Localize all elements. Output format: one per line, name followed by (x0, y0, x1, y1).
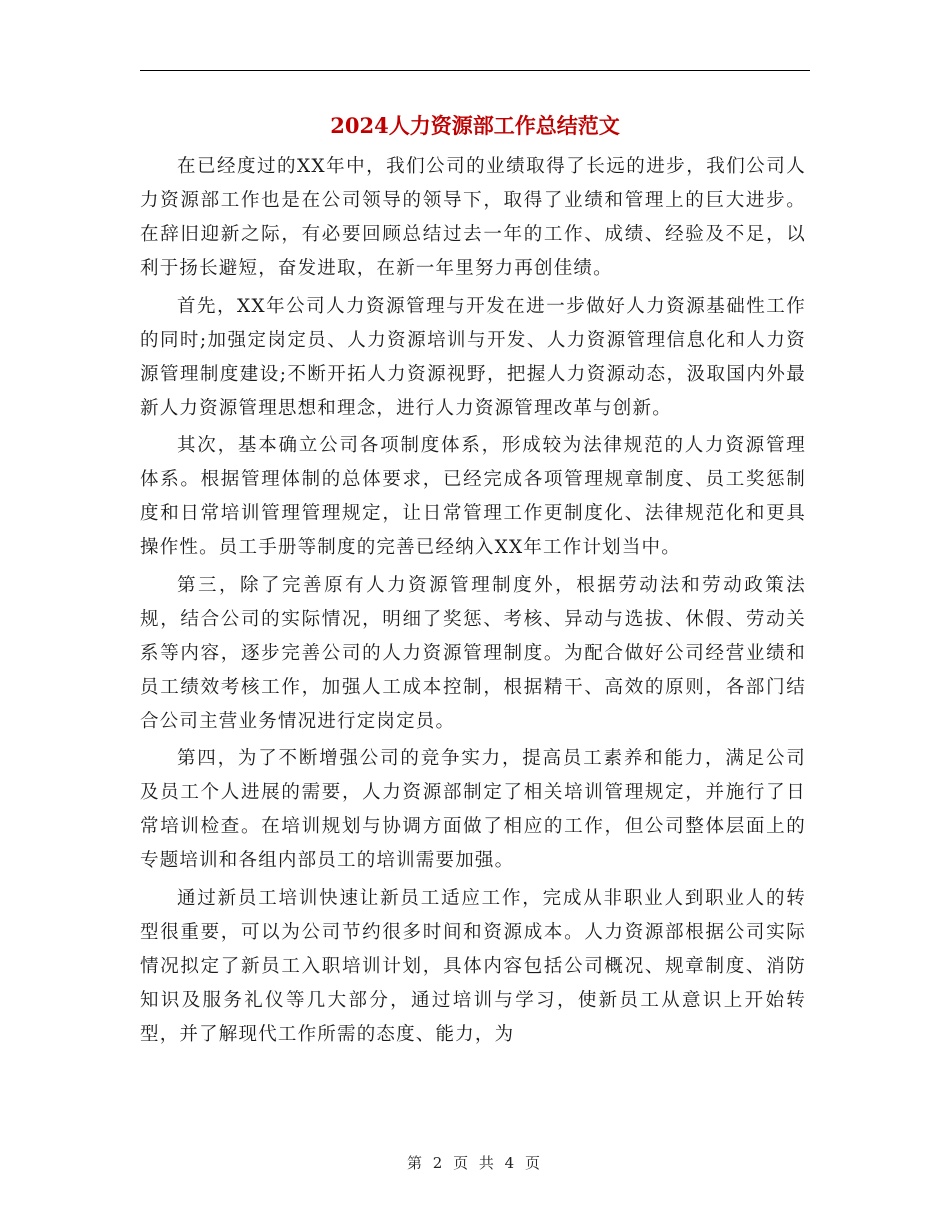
paragraph-1: 在已经度过的XX年中，我们公司的业绩取得了长远的进步，我们公司人力资源部工作也是在公司领导的领导下，取得了业绩和管理上的巨大进步。在辞旧迎新之际，有必要回顾总结过去一年的工作、成绩、经验及不足，以利于扬长避短，奋发进取，在新一年里努力再创佳绩。 (140, 156, 806, 279)
header-rule (140, 70, 810, 71)
document-title: 2024人力资源部工作总结范文 (330, 113, 620, 138)
page-number: 第 2 页 共 4 页 (407, 1154, 543, 1172)
document-body (140, 150, 806, 1055)
paragraph-5: 第四，为了不断增强公司的竞争实力，提高员工素养和能力，满足公司及员工个人进展的需要，人力资源部制定了相关培训管理规定，并施行了日常培训检查。在培训规划与协调方面做了相应的工作，但公司整体层面上的专题培训和各组内部员工的培训需要加强。 (140, 748, 806, 871)
paragraph-2: 首先，XX年公司人力资源管理与开发在进一步做好人力资源基础性工作的同时;加强定岗定员、人力资源培训与开发、人力资源管理信息化和人力资源管理制度建设;不断开拓人力资源视野，把握人力资源动态，汲取国内外最新人力资源管理思想和理念，进行人力资源管理改革与创新。 (140, 295, 806, 419)
paragraph-3: 其次，基本确立公司各项制度体系，形成较为法律规范的人力资源管理体系。根据管理体制的总体要求，已经完成各项管理规章制度、员工奖惩制度和日常培训管理管理规定，让日常管理工作更制度化、法律规范化和更具操作性。员工手册等制度的完善已经纳入XX年工作计划当中。 (140, 435, 806, 558)
paragraph-6: 通过新员工培训快速让新员工适应工作，完成从非职业人到职业人的转型很重要，可以为公司节约很多时间和资源成本。人力资源部根据公司实际情况拟定了新员工入职培训计划，具体内容包括公司概况、规章制度、消防知识及服务礼仪等几大部分，通过培训与学习，使新员工从意识上开始转型，并了解现代工作所需的态度、能力，为 (140, 887, 806, 1045)
paragraph-4: 第三，除了完善原有人力资源管理制度外，根据劳动法和劳动政策法规，结合公司的实际情况，明细了奖惩、考核、异动与选拔、休假、劳动关系等内容，逐步完善公司的人力资源管理制度。为配合做好公司经营业绩和员工绩效考核工作，加强人工成本控制，根据精干、高效的原则，各部门结合公司主营业务情况进行定岗定员。 (140, 574, 806, 732)
